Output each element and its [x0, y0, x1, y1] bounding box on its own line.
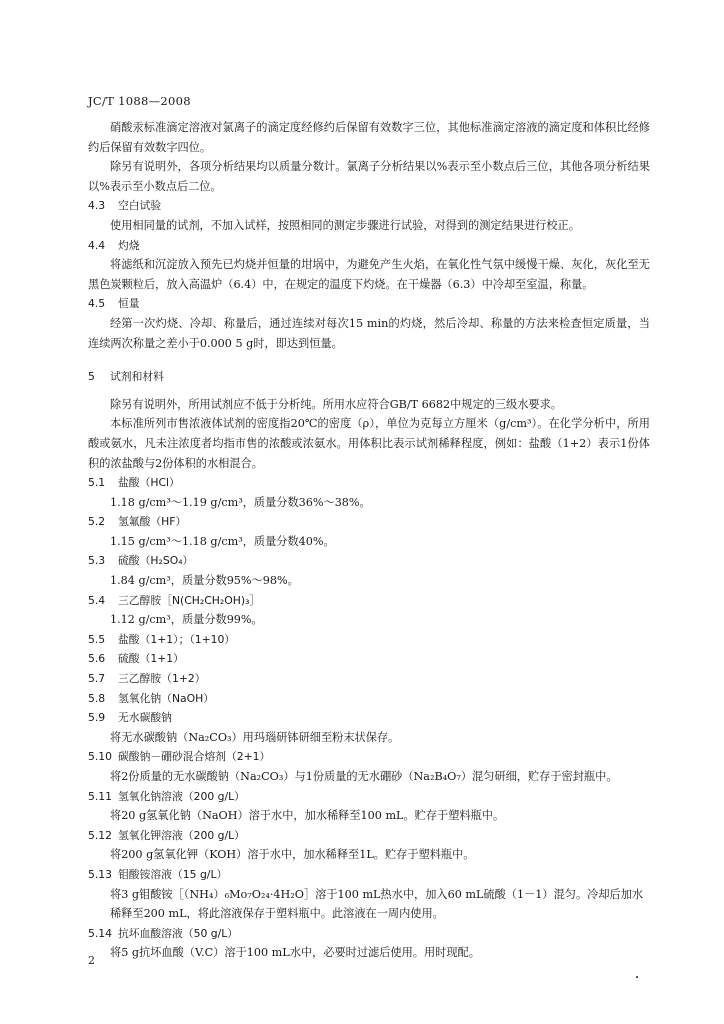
reagent-description: 将2份质量的无水碳酸钠（Na₂CO₃）与1份质量的无水硼砂（Na₂B₄O₇）混匀研细，贮存于密封瓶中。: [110, 770, 618, 783]
clause-number: 5.4: [88, 593, 106, 607]
reagent-heading: [88, 787, 650, 807]
clause-title: 抗坏血酸溶液（50 g/L）: [118, 926, 239, 940]
clause-title: 钼酸铵溶液（15 g/L）: [118, 867, 228, 881]
reagent-heading: [88, 473, 650, 493]
paragraph-density-note: 本标准所列市售浓液体试剂的密度指20℃的密度（ρ），单位为克每立方厘米（g/cm³）。在化学分析中，所用酸或氨水，凡未注浓度者均指市售的浓酸或浓氨水。用体积比表示试剂稀释程度，例如：盐酸（1+2）表示1份体积的浓盐酸与2份体积的水相混合。: [88, 417, 650, 470]
clause-number: 5.2: [88, 515, 106, 529]
clause-number: 4.4: [88, 238, 106, 252]
reagent-heading: [88, 826, 650, 846]
reagent-description: 将200 g氢氧化钾（KOH）溶于水中，加水稀释至1L。贮存于塑料瓶中。: [110, 848, 475, 862]
paragraph-titration-rounding: 硝酸汞标准滴定溶液对氯离子的滴定度经修约后保留有效数字三位，其他标准滴定溶液的滴定度和体积比经修约后保留有效数字四位。: [88, 121, 650, 154]
paragraph-reagent-grade: 除另有说明外，所用试剂应不低于分析纯。所用水应符合GB/T 6682中规定的三级水要求。: [110, 397, 562, 411]
scan-speck: [636, 976, 638, 978]
clause-number: 5.5: [88, 632, 106, 646]
clause-number: 5.14: [88, 926, 113, 940]
clause-number: 5.1: [88, 476, 106, 490]
reagent-heading: [88, 708, 650, 728]
clause-number: 4.5: [88, 297, 106, 311]
clause-title: 恒量: [118, 297, 140, 311]
clause-title: 氢氧化钠溶液（200 g/L）: [118, 789, 245, 803]
reagent-heading: [88, 865, 650, 885]
reagent-heading: [88, 630, 650, 650]
section-number: 5: [88, 370, 95, 384]
reagent-heading: [88, 551, 650, 571]
reagent-description: 1.12 g/cm³，质量分数99%。: [110, 613, 263, 627]
reagent-description: 将无水碳酸钠（Na₂CO₃）用玛瑙研钵研细至粉末状保存。: [110, 730, 400, 744]
clause-number: 5.6: [88, 652, 106, 666]
clause-number: 5.12: [88, 828, 113, 842]
heading-section-5: [88, 367, 650, 387]
reagent-description: 1.15 g/cm³～1.18 g/cm³，质量分数40%。: [110, 534, 335, 548]
reagent-description: 1.18 g/cm³～1.19 g/cm³，质量分数36%～38%。: [110, 495, 371, 509]
standard-number-header: JC/T 1088—2008: [88, 94, 191, 108]
clause-title: 氢氟酸（HF）: [118, 515, 187, 529]
clause-title: 盐酸（1+1）；（1+10）: [118, 632, 236, 646]
clause-number: 5.7: [88, 672, 106, 686]
reagent-heading: [88, 669, 650, 689]
section-title: 试剂和材料: [110, 370, 164, 384]
reagent-description: 将20 g氢氧化钠（NaOH）溶于水中，加水稀释至100 mL。贮存于塑料瓶中。: [110, 809, 505, 823]
clause-number: 5.3: [88, 554, 106, 568]
clause-number: 5.11: [88, 789, 113, 803]
heading-4-3: [88, 196, 650, 216]
clause-title: 三乙醇胺［N(CH₂CH₂OH)₃］: [118, 593, 261, 607]
reagent-description: 将5 g抗坏血酸（V.C）溶于100 mL水中，必要时过滤后使用。用时现配。: [110, 946, 480, 960]
reagent-heading: [88, 689, 650, 709]
reagent-description: 1.84 g/cm³，质量分数95%～98%。: [110, 574, 299, 588]
reagent-heading: [88, 512, 650, 532]
clause-number: 5.13: [88, 867, 113, 881]
clause-4-4-text: 将滤纸和沉淀放入预先已灼烧并恒量的坩埚中，为避免产生火焰，在氧化性气氛中缓慢干燥、灰化，灰化至无黑色炭颗粒后，放入高温炉（6.4）中，在规定的温度下灼烧。在干燥器（6.3）中冷却至室温，称量。: [88, 258, 650, 291]
clause-title: 盐酸（HCl）: [118, 476, 180, 490]
clause-title: 空白试验: [118, 199, 162, 213]
clause-title: 无水碳酸钠: [118, 711, 172, 725]
clause-title: 灼烧: [118, 238, 140, 252]
clause-number: 4.3: [88, 199, 106, 213]
clause-4-5-text: 经第一次灼烧、冷却、称量后，通过连续对每次15 min的灼烧，然后冷却、称量的方法来检查恒定质量，当连续两次称量之差小于0.000 5 g时，即达到恒量。: [88, 316, 650, 350]
reagent-heading: [88, 924, 650, 944]
page-number: 2: [88, 954, 95, 967]
reagent-list: [88, 473, 650, 963]
clause-title: 氢氧化钾溶液（200 g/L）: [118, 828, 245, 842]
clause-number: 5.9: [88, 711, 106, 725]
reagent-heading: [88, 649, 650, 669]
clause-number: 5.10: [88, 750, 113, 764]
reagent-description: 将3 g钼酸铵［（NH₄）₆Mo₇O₂₄·4H₂O］溶于100 mL热水中，加入60 mL硫酸（1－1）混匀。冷却后加水稀释至200 mL，将此溶液保存于塑料瓶中。此溶液在一周内使用。: [110, 887, 644, 921]
paragraph-result-expression: 除另有说明外，各项分析结果均以质量分数计。氯离子分析结果以%表示至小数点后三位，其他各项分析结果以%表示至小数点后二位。: [88, 160, 650, 193]
clause-4-3-text: 使用相同量的试剂，不加入试样，按照相同的测定步骤进行试验，对得到的测定结果进行校正。: [110, 218, 580, 232]
clause-title: 硫酸（H₂SO₄）: [118, 554, 194, 568]
reagent-heading: [88, 747, 650, 767]
clause-title: 氢氧化钠（NaOH）: [118, 691, 215, 705]
reagent-heading: [88, 591, 650, 611]
clause-title: 三乙醇胺（1+2）: [118, 672, 206, 686]
clause-title: 硫酸（1+1）: [118, 652, 184, 666]
heading-4-4: [88, 236, 650, 256]
clause-title: 碳酸钠－硼砂混合熔剂（2+1）: [118, 750, 271, 764]
clause-number: 5.8: [88, 691, 106, 705]
heading-4-5: [88, 294, 650, 314]
page-content: [88, 118, 650, 963]
